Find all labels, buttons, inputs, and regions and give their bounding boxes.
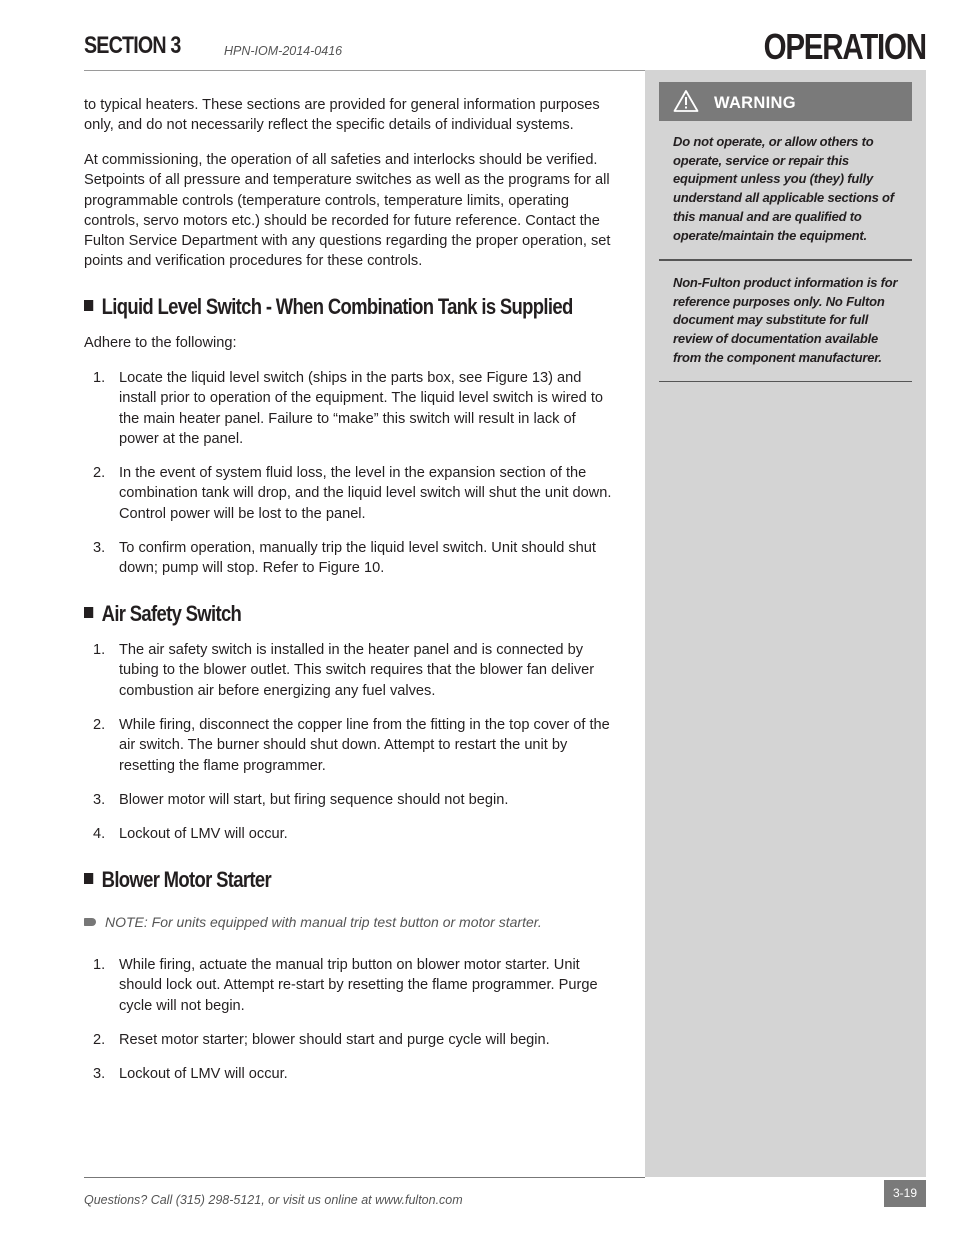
lead-text: Adhere to the following: xyxy=(84,335,237,351)
intro-paragraph: to typical heaters. These sections are provided for general information purposes only, and do not necessarily reflect the specific details of individual systems. xyxy=(84,97,600,134)
pointer-icon xyxy=(84,918,96,926)
warning-text: Do not operate, or allow others to operate, service or repair this equipment unless you (they) fully understand all applicable sections of this manual and are qualified to operate/maintain the equipment. xyxy=(673,134,894,243)
info-text: Non-Fulton product information is for reference purposes only. No Fulton document may substitute for full review of documentation available from the component manufacturer. xyxy=(673,275,898,365)
warning-banner xyxy=(659,82,912,121)
section-title: OPERATION xyxy=(763,26,926,67)
section-heading: Liquid Level Switch - When Combination Tank is Supplied xyxy=(84,294,573,320)
document-code: HPN-IOM-2014-0416 xyxy=(224,44,343,58)
footer-contact: Questions? Call (315) 298-5121, or visit us online at www.fulton.com xyxy=(84,1193,463,1207)
page-header xyxy=(84,26,926,71)
square-bullet-icon xyxy=(84,300,93,311)
warning-label: WARNING xyxy=(714,94,796,112)
section-heading: Blower Motor Starter xyxy=(84,867,271,893)
sidebar-divider xyxy=(659,259,912,261)
footer-divider xyxy=(84,1177,645,1178)
square-bullet-icon xyxy=(84,607,93,618)
warning-triangle-icon xyxy=(673,89,699,113)
section-label: SECTION 3 xyxy=(84,32,181,59)
square-bullet-icon xyxy=(84,873,93,884)
section-heading: Air Safety Switch xyxy=(84,601,241,627)
note-text: NOTE: For units equipped with manual trip test button or motor starter. xyxy=(84,914,542,930)
sidebar-divider xyxy=(659,381,912,382)
intro-paragraph: At commissioning, the operation of all safeties and interlocks should be verified. Setpoints of all pressure and temperature switches as well as the programs for all programmable controls (temperature controls, temperature limits, operating controls, servo motors etc.) should be recorded for future reference. Contact the Fulton Service Department with any questions regarding the proper operation, set points and verification procedures for these controls. xyxy=(84,152,611,270)
page-number: 3-19 xyxy=(884,1180,926,1207)
